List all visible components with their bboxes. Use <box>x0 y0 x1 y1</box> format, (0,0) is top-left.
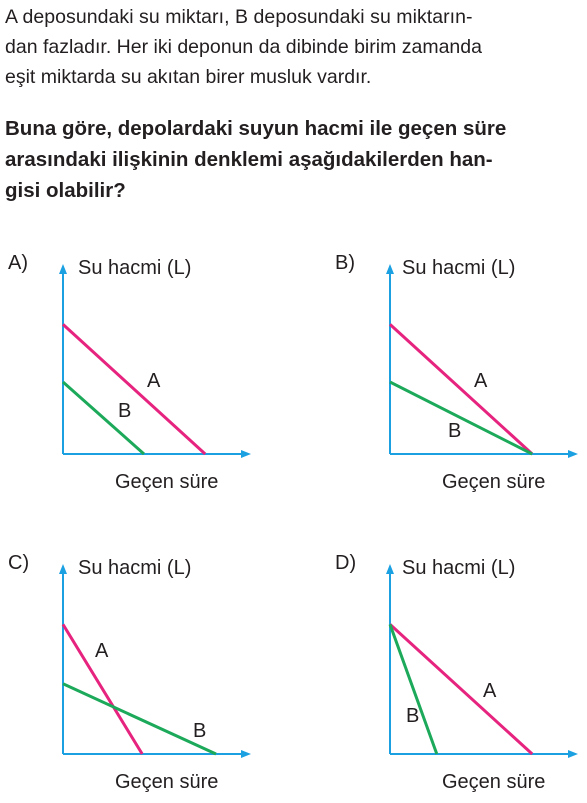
graph-option-d <box>335 552 587 802</box>
y-axis-arrow <box>59 264 67 274</box>
series-label-b: B <box>406 705 420 727</box>
series-label-a: A <box>474 370 488 392</box>
series-label-b: B <box>118 400 132 422</box>
question-prompt <box>5 113 585 206</box>
question-line: arasındaki ilişkinin denklemi aşağıdakilerden han- <box>5 148 493 171</box>
x-axis-arrow <box>568 450 578 458</box>
series-line-b <box>63 382 144 454</box>
y-axis-label: Su hacmi (L) <box>402 257 516 279</box>
question-stem <box>5 2 585 92</box>
x-axis-arrow <box>568 750 578 758</box>
question-line: gisi olabilir? <box>5 179 126 202</box>
series-line-b <box>63 684 216 754</box>
option-letter: D) <box>335 552 357 574</box>
x-axis-label: Geçen süre <box>442 771 546 793</box>
series-label-b: B <box>193 720 207 742</box>
graph-option-b <box>335 252 587 502</box>
option-letter: C) <box>8 552 30 574</box>
series-label-a: A <box>483 680 497 702</box>
option-b[interactable] <box>335 252 587 502</box>
stem-line: eşit miktarda su akıtan birer musluk vardır. <box>5 66 372 88</box>
x-axis-label: Geçen süre <box>115 771 219 793</box>
series-label-a: A <box>95 640 109 662</box>
y-axis-label: Su hacmi (L) <box>78 557 192 579</box>
option-d[interactable] <box>335 552 587 802</box>
series-label-a: A <box>147 370 161 392</box>
x-axis-label: Geçen süre <box>115 471 219 493</box>
option-a[interactable] <box>8 252 268 502</box>
y-axis-arrow <box>386 564 394 574</box>
stem-line: A deposundaki su miktarı, B deposundaki su miktarın- <box>5 6 473 28</box>
y-axis-label: Su hacmi (L) <box>402 557 516 579</box>
y-axis-arrow <box>59 564 67 574</box>
series-line-a <box>390 624 532 754</box>
option-c[interactable] <box>8 552 268 802</box>
stem-line: dan fazladır. Her iki deponun da dibinde birim zamanda <box>5 36 482 58</box>
x-axis-label: Geçen süre <box>442 471 546 493</box>
graph-option-a <box>8 252 268 502</box>
x-axis-arrow <box>241 450 251 458</box>
option-letter: A) <box>8 252 28 274</box>
question-line: Buna göre, depolardaki suyun hacmi ile geçen süre <box>5 117 507 140</box>
y-axis-label: Su hacmi (L) <box>78 257 192 279</box>
graph-option-c <box>8 552 268 802</box>
option-letter: B) <box>335 252 355 274</box>
series-line-b <box>390 382 532 454</box>
x-axis-arrow <box>241 750 251 758</box>
series-label-b: B <box>448 420 462 442</box>
series-line-a <box>63 324 205 454</box>
y-axis-arrow <box>386 264 394 274</box>
